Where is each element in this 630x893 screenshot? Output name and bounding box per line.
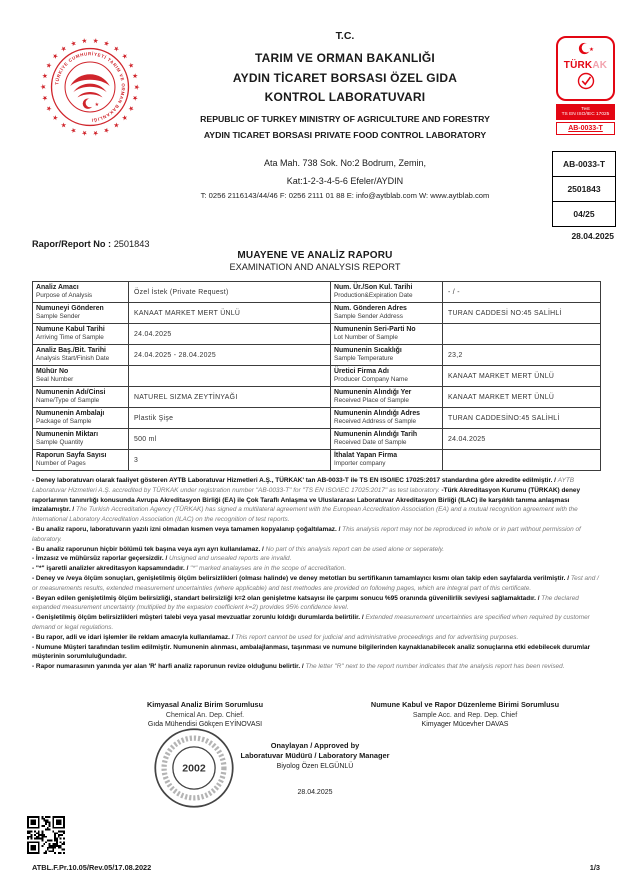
svg-text:★: ★: [132, 83, 140, 91]
field-label-en: Sample Temperature: [334, 355, 394, 363]
field-label: [33, 324, 129, 345]
field-value: [443, 387, 601, 408]
field-value-text: TURAN CADDESİNO:45 SALİHLİ: [448, 414, 560, 422]
field-value-text: TURAN CADDESİ NO:45 SALİHLİ: [448, 309, 562, 317]
report-date: 28.04.2025: [571, 231, 614, 241]
svg-text:★: ★: [41, 72, 50, 80]
infobox-row: AB-0033-T: [562, 159, 606, 169]
field-label-en: Purpose of Analysis: [36, 292, 93, 300]
report-number-label: Rapor/Report No :: [32, 239, 112, 249]
note-segment: The Turkish Accreditation Agency (TÜRKAK) has signed a multilateral agreement with the European Accreditation Association (EA) and a mutual recognition agreement with the International Laboratory Accreditation Association (ILAC) on the recognition of test reports.: [32, 506, 578, 524]
note-segment: Unsigned and unsealed reports are invalid.: [169, 555, 292, 563]
turkak-word-light: AK: [592, 60, 608, 71]
svg-text:★: ★: [59, 120, 69, 130]
field-label-tr: Raporun Sayfa Sayısı: [36, 451, 107, 459]
field-label: [331, 387, 443, 408]
field-label: [331, 303, 443, 324]
address-line1: Ata Mah. 738 Sok. No:2 Bodrum, Zemin,: [263, 157, 427, 168]
svg-text:★: ★: [119, 52, 129, 62]
svg-text:★: ★: [588, 47, 594, 53]
field-label: [331, 345, 443, 366]
svg-text:★: ★: [44, 103, 54, 113]
field-value: [129, 345, 331, 366]
turkak-logo: [556, 36, 615, 101]
field-label-tr: Numunenin Adı/Cinsi: [36, 388, 106, 396]
note-paragraph: [32, 545, 602, 555]
field-label-tr: Analiz Amacı: [36, 283, 79, 291]
svg-text:★: ★: [81, 37, 88, 46]
svg-text:★: ★: [102, 125, 111, 135]
note-segment: AYTB Laboratuvar Hizmetleri A.Ş. accredited by TÜRKAK under registration number "AB-0033-T" for "TS EN ISO/IEC 17025:2017" as test laboratory.: [32, 477, 575, 494]
note-paragraph: [32, 643, 602, 663]
field-label-tr: Numunenin Alındığı Yer: [334, 388, 412, 396]
svg-text:★: ★: [69, 39, 78, 49]
svg-text:★: ★: [111, 120, 121, 130]
note-paragraph: [32, 476, 602, 525]
field-value-text: - / -: [448, 288, 460, 296]
field-label-tr: Numunenin Seri-Parti No: [334, 325, 416, 333]
note-segment: - Bu rapor, adli ve idari işlemler ile reklam amacıyla kullanılamaz. /: [32, 633, 236, 641]
signature-title-en: Sample Acc. and Rep. Dep. Chief: [412, 711, 518, 719]
field-value: [443, 324, 601, 345]
field-label: [33, 366, 129, 387]
field-label: [33, 282, 129, 303]
note-segment: - "*" işaretli analizler akreditasyon kapsamındadır. /: [32, 565, 191, 573]
page-indicator: 1/3: [589, 863, 600, 872]
signature-block-sample-acceptance: [330, 700, 600, 728]
field-label-en: Received Date of Sample: [334, 439, 407, 447]
field-label-tr: İthalat Yapan Firma: [334, 451, 398, 459]
stamp-year: 2002: [182, 762, 206, 775]
field-value-text: Özel İstek (Private Request): [134, 288, 229, 296]
field-label-tr: Numuneyi Gönderen: [36, 304, 104, 312]
turkak-word-bold: TÜRK: [563, 60, 593, 71]
field-value-text: 3: [134, 456, 139, 464]
signature-name: Gıda Mühendisi Gökçen EYİNOVASI: [147, 721, 263, 728]
field-label-en: Package of Sample: [36, 418, 92, 426]
checkmark-icon: [576, 71, 596, 91]
svg-text:★: ★: [51, 52, 61, 62]
field-label-en: Seal Number: [36, 376, 74, 384]
svg-text:★: ★: [81, 128, 88, 137]
lab-name-tr-line1: AYDIN TİCARET BORSASI ÖZEL GIDA: [232, 70, 458, 85]
qr-code: [27, 816, 65, 854]
field-value-text: 24.04.2025: [134, 330, 172, 338]
note-segment: - Deney laboratuvarı olarak faaliyet gösteren AYTB Laboratuvar Hizmetleri A.Ş., TÜRKAK' tan AB-0033-T ile TS EN ISO/IEC 17025:2017 standardına göre akredite edilmiştir. /: [32, 477, 558, 484]
note-paragraph: [32, 554, 602, 564]
note-segment: - Bu analiz raporu, laboratuvarın yazılı izni olmadan kısmen veya tamamen kopyalanıp çoğaltılamaz. /: [32, 525, 343, 533]
note-segment: This analysis report may not be reproduced in whole or in part without permission of laboratory.: [32, 525, 581, 543]
field-label: [331, 324, 443, 345]
field-label-en: Name/Type of Sample: [36, 397, 100, 405]
signature-title-en: Chemical An. Dep. Chief.: [165, 711, 245, 719]
report-title-tr: MUAYENE VE ANALİZ RAPORU: [237, 250, 393, 261]
svg-text:★: ★: [102, 39, 111, 49]
field-label-tr: Numunenin Alındığı Adres: [334, 409, 421, 417]
document-code: ATBL.F.Pr.10.05/Rev.05/17.08.2022: [32, 863, 152, 872]
field-value-text: KANAAT MARKET MERT ÜNLÜ: [134, 309, 241, 317]
approved-label: Onaylayan / Approved by: [270, 741, 360, 750]
field-label: [33, 429, 129, 450]
field-value: [129, 324, 331, 345]
report-number-line: [32, 239, 149, 249]
field-label-en: Lot Number of Sample: [334, 334, 398, 342]
field-label: [331, 429, 443, 450]
svg-text:★: ★: [40, 83, 48, 91]
field-label-tr: Numunenin Ambalajı: [36, 409, 105, 417]
field-label-tr: Numunenin Alındığı Tarih: [334, 430, 418, 438]
svg-text:★: ★: [94, 101, 100, 108]
note-segment: "*" marked analayses are in the scope of accreditation.: [190, 565, 347, 573]
note-paragraph: [32, 633, 602, 643]
lab-name-en: AYDIN TICARET BORSASI PRIVATE FOOD CONTROL LABORATORY: [203, 129, 487, 140]
note-segment: - Beyan edilen genişletilmiş ölçüm belirsizliği, standart belirsizliği k=2 olan genişletme katsayısı ile çarpımı sonucu %95 oranında güvenilirlik seviyesi sağlamaktadır. /: [32, 594, 542, 602]
field-value: [443, 408, 601, 429]
field-label: [331, 282, 443, 303]
field-value: [129, 366, 331, 387]
note-segment: - Genişletilmiş ölçüm belirsizlikleri müşteri talebi veya yasal mevzuatlar zorunlu kıldığı durumlarda belirtilir. /: [32, 614, 366, 622]
svg-text:★: ★: [59, 44, 69, 54]
lab-contact: T: 0256 2116143/44/46 F: 0256 2111 01 88 E: info@aytblab.com W: www.aytblab.com: [200, 190, 490, 200]
turkak-wordmark: [560, 60, 611, 71]
field-label-tr: Numune Kabul Tarihi: [36, 325, 105, 333]
field-label-en: Producer Company Name: [334, 376, 408, 384]
field-label-en: Sample Sender Address: [334, 313, 403, 321]
note-segment: Test and / or measurements results, extended measurement uncertainties (where applicable) and test methodes are provided on following pages, which are integral part of this certificate.: [32, 574, 599, 592]
note-paragraph: [32, 594, 602, 614]
field-value-text: 24.04.2025: [448, 435, 486, 443]
signature-title-tr: Numune Kabul ve Rapor Düzenleme Birimi Sorumlusu: [370, 700, 560, 709]
note-paragraph: [32, 564, 602, 574]
svg-text:★: ★: [69, 125, 78, 135]
note-segment: The declared expanded measurement uncertainty (multiplied by the expasion coefficient k=2) provides 95% confidence level.: [32, 594, 579, 612]
approver-name: Biyolog Özen ELGÜNLÜ: [276, 763, 354, 770]
field-label: [33, 345, 129, 366]
field-label-tr: Üretici Firma Adı: [334, 367, 389, 375]
field-value-text: NATUREL SIZMA ZEYTİNYAĞI: [134, 393, 238, 401]
field-value: [443, 450, 601, 471]
svg-text:★: ★: [130, 94, 139, 102]
field-label: [331, 408, 443, 429]
signature-title-tr: Kimyasal Analiz Birim Sorumlusu: [146, 700, 264, 709]
address-line2: Kat:1-2-3-4-5-6 Efeler/AYDIN: [286, 175, 404, 186]
approval-date: 28.04.2025: [297, 789, 333, 796]
note-segment: -Türk Akreditasyon Kurumu (TÜRKAK) deney raporlarının tanınırlığı konusunda Avrupa Akreditasyon Birliği (EA) ile Çok Taraflı Anlaşma ve Uluslararası Laboratuvar Akreditasyon Birliği (ILAC) ile karşılıklı tanıma anlaşması imzalamıştır. /: [32, 486, 581, 514]
crescent-star-icon: [576, 42, 596, 55]
svg-text:★: ★: [119, 112, 129, 122]
lab-address: [140, 154, 550, 190]
field-label-tr: Num. Ür./Son Kul. Tarihi: [334, 283, 413, 291]
note-segment: - Rapor numarasının yanında yer alan 'R' harfi analiz raporunun revize olduğunu belirtir. /: [32, 663, 306, 671]
field-value: [129, 450, 331, 471]
field-value: [129, 429, 331, 450]
approved-by-block: [190, 741, 440, 796]
note-paragraph: [32, 574, 602, 594]
note-segment: No part of this analysis report can be used alone or seperately.: [265, 545, 445, 553]
note-paragraph: [32, 613, 602, 633]
turkak-test-label: Test: [581, 106, 590, 111]
field-value: [129, 303, 331, 324]
field-value-text: KANAAT MARKET MERT ÜNLÜ: [448, 372, 555, 380]
field-label-en: Received Place of Sample: [334, 397, 409, 405]
letterhead: [140, 30, 550, 200]
turkak-standard: TS EN ISO/IEC 17025: [561, 111, 610, 117]
ministry-emblem-icon: [38, 33, 142, 141]
signature-name: Kimyager Mücevher DAVAS: [421, 721, 509, 728]
field-value: [129, 282, 331, 303]
field-value: [443, 429, 601, 450]
field-label: [33, 387, 129, 408]
note-paragraph: [32, 662, 602, 672]
turkak-scope-label: [556, 104, 615, 120]
field-value: [443, 282, 601, 303]
emblem-ring-text: TÜRKİYE CUMHURİYETİ TARIM VE ORMAN BAKANLIĞI: [54, 51, 126, 123]
note-segment: Extended measurement uncertainties are specified when required by customer demand or legal regulations.: [32, 614, 590, 631]
svg-text:★: ★: [44, 61, 54, 71]
field-label: [33, 303, 129, 324]
field-label: [33, 408, 129, 429]
page-footer: [32, 863, 600, 872]
note-segment: - Deney ve /veya ölçüm sonuçları, genişletilmiş ölçüm belirsizlikleri (olması halinde) ve deney metotları bu sertifikanın tamamlayıcı kısmı olan takip eden sayfalarda verilmiştir. /: [32, 574, 571, 582]
field-label-tr: Numunenin Miktarı: [36, 430, 99, 438]
field-label-tr: Analiz Baş./Bit. Tarihi: [36, 346, 106, 354]
svg-text:★: ★: [41, 94, 50, 102]
turkak-accreditation-mark: [556, 36, 615, 135]
infobox-row: 2501843: [553, 176, 615, 201]
report-title: [0, 250, 630, 272]
sample-info-table: [32, 281, 601, 471]
legal-notes: [32, 476, 602, 672]
svg-text:★: ★: [51, 112, 61, 122]
field-label-en: Production&Expiration Date: [334, 292, 413, 300]
svg-text:★: ★: [92, 37, 99, 46]
ministry-name-tr: TARIM VE ORMAN BAKANLIĞI: [255, 51, 435, 65]
field-value-text: 23,2: [448, 351, 463, 359]
note-paragraph: [32, 525, 602, 545]
field-label-en: Importer company: [334, 460, 386, 468]
field-label: [33, 450, 129, 471]
ministry-name-en: REPUBLIC OF TURKEY MINISTRY OF AGRICULTURE AND FORESTRY: [200, 113, 490, 124]
field-value: [129, 408, 331, 429]
field-label-en: Sample Quantity: [36, 439, 84, 447]
field-value-text: Plastik Şişe: [134, 414, 174, 422]
field-label: [331, 450, 443, 471]
field-value: [443, 303, 601, 324]
field-label-en: Number of Pages: [36, 460, 86, 468]
lab-name-tr-line2: KONTROL LABORATUVARI: [264, 90, 426, 104]
field-value: [129, 387, 331, 408]
svg-text:★: ★: [126, 61, 136, 71]
approver-role: Laboratuvar Müdürü / Laboratory Manager: [240, 751, 390, 760]
svg-text:★: ★: [92, 128, 99, 137]
field-value-text: KANAAT MARKET MERT ÜNLÜ: [448, 393, 555, 401]
note-segment: - İmzasız ve mühürsüz raporlar geçersizdir. /: [32, 555, 170, 563]
field-value: [443, 345, 601, 366]
field-value-text: 24.04.2025 - 28.04.2025: [134, 351, 216, 359]
field-label-en: Sample Sender: [36, 313, 81, 321]
field-value: [443, 366, 601, 387]
field-label-tr: Mühür No: [36, 367, 69, 375]
field-label: [331, 366, 443, 387]
field-label-tr: Numunenin Sıcaklığı: [334, 346, 402, 354]
svg-text:★: ★: [111, 44, 121, 54]
svg-text:★: ★: [130, 72, 139, 80]
report-title-en: EXAMINATION AND ANALYSIS REPORT: [229, 262, 401, 272]
note-segment: - Bu analiz raporunun hiçbir bölümü tek başına veya ayrı ayrı kullanılamaz. /: [32, 545, 266, 553]
note-segment: The letter "R" next to the report number indicates that the analysis report has been revised.: [305, 663, 565, 671]
turkak-cert-no: AB-0033-T: [556, 122, 615, 135]
tc-label: T.C.: [335, 30, 355, 42]
field-label-tr: Num. Gönderen Adres: [334, 304, 407, 312]
accreditation-info-box: [552, 151, 616, 227]
field-label-en: Received Address of Sample: [334, 418, 417, 426]
note-segment: This report cannot be used for judicial and administrative proceedings and for advertising purposes.: [235, 633, 519, 641]
report-number-value: 2501843: [113, 239, 150, 249]
svg-text:★: ★: [126, 103, 136, 113]
note-segment: - Numune Müşteri tarafından teslim edilmiştir. Numunenin alınması, ambalajlanması, taşınması ve numune bilgilerinden kaynaklanabilecek analiz sonuçlarına etki edebilecek durumlar müşterinin sorumluluğundadır.: [32, 643, 591, 661]
infobox-row: 04/25: [553, 201, 615, 226]
field-label-en: Analysis Start/Finish Date: [36, 355, 110, 363]
field-value-text: 500 ml: [134, 435, 157, 443]
field-label-en: Arriving Time of Sample: [36, 334, 104, 342]
